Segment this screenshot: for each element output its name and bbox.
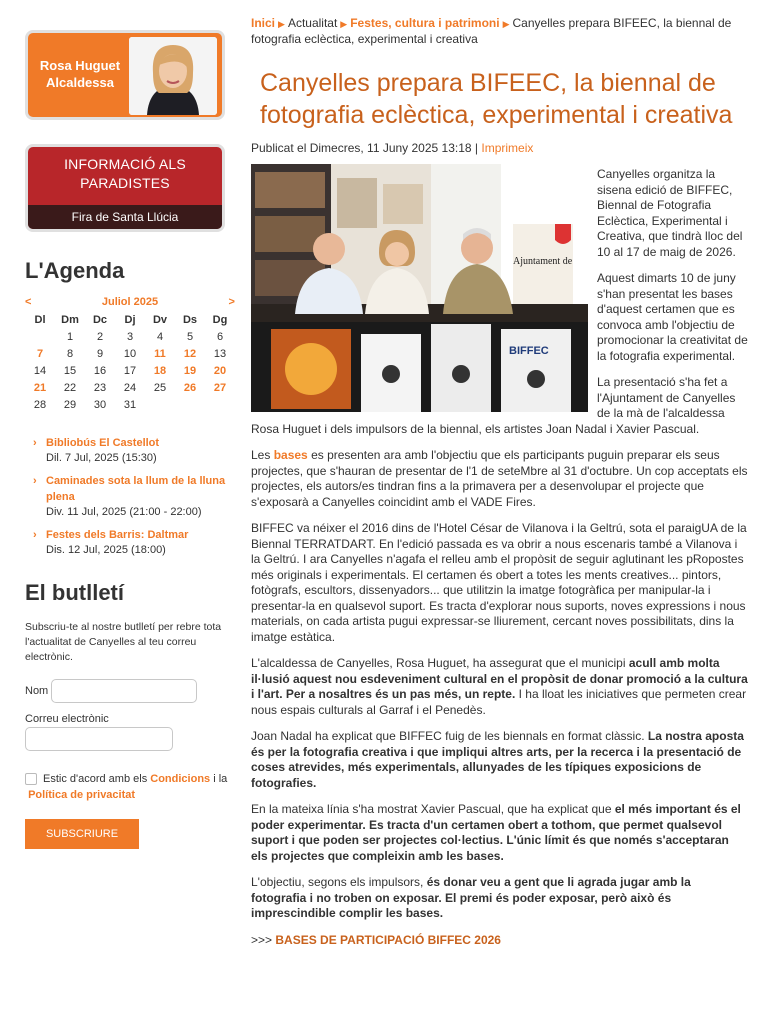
- agenda-events: [25, 435, 240, 558]
- agenda-event: [25, 527, 240, 558]
- breadcrumb-home[interactable]: Inici: [251, 16, 276, 30]
- calendar-day: 3: [126, 330, 134, 343]
- info-banner-line1: INFORMACIÓ ALS: [64, 156, 186, 172]
- calendar-day[interactable]: 18: [153, 364, 167, 377]
- event-date: Dis. 12 Jul, 2025 (18:00): [46, 544, 166, 556]
- article-paragraph-5: BIFFEC va néixer el 2016 dins de l'Hotel César de Vilanova i la Geltrú, sota el paraigUA de la Biennal TERRATDART. En l'edició passada es va obrir a nous escenaris també a Vilanova i la Geltrú. I ara Canyelles n'agafa el relleu amb el propòsit de seguir aglutinant les pRopostes més originals i experimentals. El certamen és obert a totes les ments creatives... pintors, fotògrafs, escultors, dissenyadors... que utilitzin la imatge fotogràfica per manipular-la i presentar-la en qualsevol suport. Es tracta d'explorar nous suports, noves expressions i nous materials, on cada artista pugui expressar-se lliurement, cercant noves possibilitats, dins la imatge estàtica.: [251, 521, 747, 644]
- subscribe-button[interactable]: SUBSCRIURE: [25, 819, 139, 849]
- article-paragraph-3: La presentació s'ha fet a l'Ajuntament de Canyelles de la mà de l'alcaldessa Rosa Huguet i dels impulsors de la biennal, els artistes Joan Nadal i Xavier Pascual.: [251, 375, 736, 436]
- terms-checkbox[interactable]: [25, 773, 37, 785]
- info-banner-title: [28, 155, 222, 193]
- calendar-day: 24: [123, 381, 137, 394]
- mayor-role: Alcaldessa: [46, 75, 114, 90]
- chevron-right-icon: ›: [33, 475, 37, 487]
- privacy-link[interactable]: Política de privacitat: [28, 789, 136, 801]
- calendar-weekday: Dj: [124, 313, 136, 326]
- calendar-weekday: Dm: [61, 313, 79, 326]
- calendar-weekday: Dv: [152, 313, 168, 326]
- event-title-link[interactable]: [25, 473, 240, 505]
- agenda-title: L'Agenda: [25, 258, 125, 283]
- calendar-day: 31: [123, 398, 137, 411]
- calendar-day: 22: [63, 381, 77, 394]
- calendar-empty-cell: [25, 328, 55, 345]
- p4-text-b: es presenten ara amb l'objectiu que els participants puguin preparar els seus projectes, que s'hauran de presentar de l'1 de seteMbre al 31 d'octubre. Un cop acceptats els projectes, els autors/es tindran fins a la primavera per a desenvolupar el projecte que s'exposarà a Canyelles coincidint amb el VADE Fires.: [251, 448, 748, 509]
- email-input[interactable]: [25, 727, 173, 751]
- breadcrumb: [251, 16, 748, 47]
- calendar-day: 28: [33, 398, 47, 411]
- calendar-day[interactable]: 20: [213, 364, 227, 377]
- conditions-link[interactable]: Condicions: [150, 773, 211, 785]
- calendar-month: Juliol 2025: [101, 296, 159, 308]
- event-date: Div. 11 Jul, 2025 (21:00 - 22:00): [46, 506, 202, 518]
- chevron-right-icon: ›: [33, 529, 37, 541]
- article: [251, 16, 748, 947]
- chevron-right-icon: ▶: [340, 19, 348, 29]
- email-label: Correu electrònic: [25, 713, 109, 725]
- calendar-day: 10: [123, 347, 137, 360]
- p7-text-a: Joan Nadal ha explicat que BIFFEC fuig de les biennals en format clàssic.: [251, 729, 645, 743]
- bases-download-link[interactable]: BASES DE PARTICIPACIÓ BIFFEC 2026: [275, 932, 501, 947]
- event-date: Dil. 7 Jul, 2025 (15:30): [46, 452, 157, 464]
- event-title: Bibliobús El Castellot: [46, 437, 160, 449]
- article-meta: [251, 141, 748, 155]
- bases-download: [251, 933, 748, 947]
- article-paragraph-8: [251, 802, 748, 864]
- chevron-right-icon: ›: [33, 437, 37, 449]
- article-paragraph-9: [251, 875, 748, 922]
- agenda-event: [25, 473, 240, 520]
- terms-mid-text: i la: [213, 773, 228, 785]
- calendar-day[interactable]: 26: [183, 381, 197, 394]
- article-paragraph-6: [251, 656, 748, 718]
- event-title: Festes dels Barris: Daltmar: [46, 529, 189, 541]
- calendar-day: 5: [186, 330, 194, 343]
- calendar-week: [25, 328, 235, 345]
- calendar-day[interactable]: 19: [183, 364, 197, 377]
- p9-text-a: L'objectiu, segons els impulsors,: [251, 875, 424, 889]
- calendar-day: 4: [156, 330, 164, 343]
- calendar-empty-cell: [205, 396, 235, 413]
- paradistes-info-banner[interactable]: [25, 144, 225, 232]
- p7-quote: La nostra aposta és per la fotografia creativa i que impliqui altres arts, per la recerca i la presentació de coses atrevides, més experimentals, allunyades de les típiques exposicions de fotografies.: [251, 729, 744, 790]
- name-row: [25, 679, 240, 703]
- bases-link[interactable]: bases: [273, 448, 308, 462]
- calendar: [25, 311, 235, 413]
- calendar-week: [25, 379, 235, 396]
- calendar-day: 14: [33, 364, 47, 377]
- calendar-next-button[interactable]: >: [228, 296, 235, 308]
- calendar-week: [25, 396, 235, 413]
- mayor-banner-text: [34, 57, 126, 91]
- calendar-day: 25: [153, 381, 167, 394]
- calendar-weekday: Dc: [92, 313, 108, 326]
- name-label: Nom: [25, 685, 49, 697]
- calendar-week: [25, 362, 235, 379]
- bases-prefix: >>>: [251, 932, 273, 947]
- agenda-event: [25, 435, 240, 466]
- p6-quote: acull amb molta il·lusió aquest nou esdeveniment cultural en el propòsit de donar promoció a la cultura i l'art. Per a nosaltres és un pas més, un repte.: [251, 656, 748, 701]
- calendar-day[interactable]: 11: [154, 347, 166, 360]
- event-title-link[interactable]: [25, 435, 240, 451]
- p6-text-a: L'alcaldessa de Canyelles, Rosa Huguet, ha assegurat que el municipi: [251, 656, 626, 670]
- info-banner-line2: PARADISTES: [80, 175, 170, 191]
- calendar-day[interactable]: 7: [36, 347, 44, 360]
- terms-text: Estic d'acord amb els: [43, 773, 148, 785]
- calendar-empty-cell: [145, 396, 175, 413]
- mayor-banner[interactable]: [25, 30, 225, 120]
- print-link[interactable]: Imprimeix: [481, 141, 534, 155]
- calendar-weekday: Dl: [34, 313, 46, 326]
- calendar-day: 6: [216, 330, 224, 343]
- calendar-weekday: Ds: [182, 313, 198, 326]
- calendar-day: 29: [63, 398, 77, 411]
- publish-date: Publicat el Dimecres, 11 Juny 2025 13:18 |: [251, 141, 479, 155]
- newsletter-title: El butlletí: [25, 580, 124, 605]
- calendar-day: 17: [123, 364, 137, 377]
- calendar-day[interactable]: 27: [213, 381, 227, 394]
- name-input[interactable]: [51, 679, 197, 703]
- calendar-day: 16: [93, 364, 107, 377]
- calendar-prev-button[interactable]: <: [25, 296, 32, 308]
- photo-banner-text: Ajuntament de: [513, 256, 573, 267]
- calendar-day: 13: [213, 347, 227, 360]
- p9-quote: és donar veu a gent que li agrada jugar amb la fotografia i no troben on exposar. El premi és poder exposar, però això és imprescindible complir les bases.: [251, 875, 691, 920]
- article-paragraph-7: [251, 729, 748, 791]
- breadcrumb-current: Canyelles prepara BIFEEC, la biennal de fotografia eclèctica, experimental i creativa: [251, 16, 732, 46]
- article-photo: [251, 164, 588, 412]
- article-paragraph-1: Canyelles organitza la sisena edició de BIFFEC, Biennal de Fotografia Eclèctica, Experimental i Creativa, que tindrà lloc del 10 al 17 de maig de 2026.: [597, 167, 743, 259]
- newsletter-intro: Subscriu-te al nostre butlletí per rebre tota l'actualitat de Canyelles al teu correu electrònic.: [25, 621, 222, 663]
- event-title: Caminades sota la llum de la lluna plena: [46, 475, 226, 503]
- calendar-day: 15: [63, 364, 77, 377]
- calendar-day: 30: [93, 398, 107, 411]
- calendar-day: 9: [96, 347, 104, 360]
- p4-text-a: Les: [251, 448, 271, 462]
- calendar-week: [25, 345, 235, 362]
- p8-quote: el més important és el poder experimentar. Es tracta d'un certamen obert a tothom, que permet qualsevol suport i que poden ser projectes col·lectius. L'únic límit és que només s'acceptaran els projectes que compleixin amb les bases.: [251, 802, 741, 863]
- calendar-day: 2: [96, 330, 104, 343]
- chevron-right-icon: ▶: [502, 19, 510, 29]
- p8-text-a: En la mateixa línia s'ha mostrat Xavier Pascual, que ha explicat que: [251, 802, 612, 816]
- p6-text-c: I ha lloat les iniciatives que permeten crear nous espais culturals al Garraf i el Penedès.: [251, 687, 747, 717]
- calendar-day[interactable]: 12: [183, 347, 197, 360]
- mayor-name: Rosa Huguet: [39, 58, 121, 73]
- calendar-weekday: Dg: [212, 313, 228, 326]
- mayor-portrait: [129, 37, 217, 115]
- terms-consent: [25, 771, 230, 803]
- calendar-day: 1: [66, 330, 74, 343]
- calendar-day: 8: [66, 347, 74, 360]
- calendar-nav: [25, 296, 235, 308]
- calendar-empty-cell: [175, 396, 205, 413]
- article-paragraph-2: Aquest dimarts 10 de juny s'han presentat les bases d'aquest certamen que es convoca amb l'objectiu de promocionar la creativitat de la fotografia experimental.: [597, 271, 748, 363]
- calendar-day: 23: [93, 381, 107, 394]
- breadcrumb-category[interactable]: Festes, cultura i patrimoni: [350, 16, 500, 30]
- event-title-link[interactable]: [25, 527, 240, 543]
- breadcrumb-section[interactable]: Actualitat: [287, 16, 338, 30]
- info-banner-subtitle: Fira de Santa Llúcia: [28, 205, 222, 229]
- photo-brand-text: BIFFEC: [509, 345, 549, 357]
- sidebar: [25, 30, 240, 849]
- chevron-right-icon: ▶: [278, 19, 285, 29]
- article-paragraph-4: [251, 448, 748, 510]
- calendar-day[interactable]: 21: [33, 381, 47, 394]
- article-title: Canyelles prepara BIFEEC, la biennal de fotografia eclèctica, experimental i creativa: [260, 69, 733, 129]
